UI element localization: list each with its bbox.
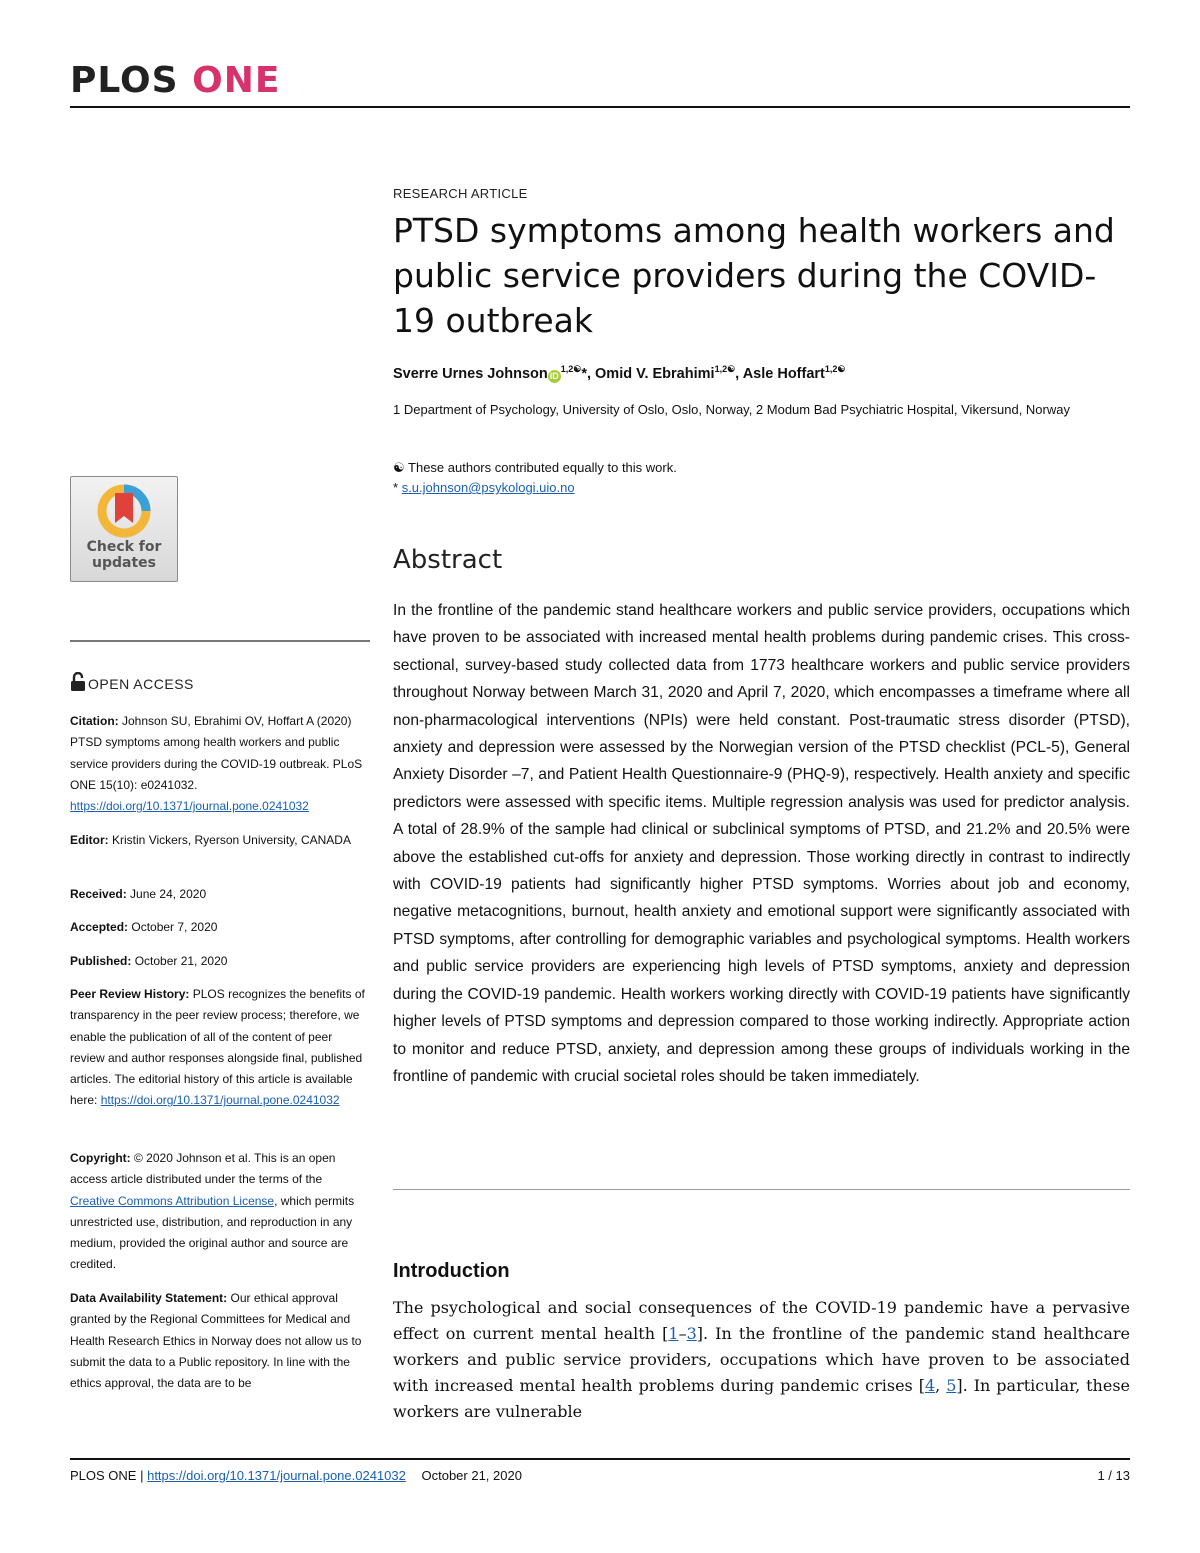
author-2-affil: 1,2☯ <box>714 364 736 374</box>
citation-block <box>70 711 370 817</box>
footer-journal: PLOS ONE | <box>70 1468 144 1483</box>
sidebar-rule <box>70 640 370 642</box>
data-availability-block <box>70 1288 370 1394</box>
copyright-label: Copyright: <box>70 1151 131 1165</box>
received-date: June 24, 2020 <box>130 887 207 901</box>
reference-link[interactable]: 1 <box>668 1324 679 1343</box>
intro-text-1: The psychological and social consequences of the COVID-19 pandemic have a pervasive effect on current mental health [ <box>393 1298 1130 1343</box>
footer-date: October 21, 2020 <box>421 1468 522 1483</box>
abstract-heading: Abstract <box>393 545 503 575</box>
copyright-text: © 2020 Johnson et al. This is an open access article distributed under the terms of the <box>70 1151 336 1187</box>
footer-doi-link[interactable]: https://doi.org/10.1371/journal.pone.0241032 <box>147 1468 406 1483</box>
open-access-text: OPEN ACCESS <box>88 676 194 692</box>
footer-rule <box>70 1458 1130 1460</box>
ref-dash: – <box>678 1324 687 1343</box>
header-rule <box>70 106 1130 108</box>
crossmark-icon <box>95 483 153 539</box>
author-2[interactable]: Omid V. Ebrahimi <box>595 365 715 382</box>
data-availability-label: Data Availability Statement: <box>70 1291 228 1305</box>
equal-contribution-note: ☯ These authors contributed equally to this work. <box>393 460 677 475</box>
accepted-label: Accepted: <box>70 920 129 934</box>
page-number: 1 / 13 <box>1097 1468 1130 1483</box>
citation-text: Johnson SU, Ebrahimi OV, Hoffart A (2020) PTSD symptoms among health workers and public service providers during the COVID-19 outbreak. PLoS ONE 15(10): e0241032. <box>70 714 363 792</box>
check-line-2: updates <box>92 555 156 571</box>
introduction-heading: Introduction <box>393 1260 510 1282</box>
data-availability-text: Our ethical approval granted by the Regional Committees for Medical and Health Research Ethics in Norway does not allow us to submit the data to a Public repository. In line with the ethics approval, the data are to be <box>70 1291 362 1391</box>
footer <box>70 1468 522 1483</box>
editor-text: Kristin Vickers, Ryerson University, CANADA <box>112 833 351 847</box>
accepted-block <box>70 917 370 938</box>
author-1-affil: 1,2☯ <box>560 364 582 374</box>
peer-review-block <box>70 984 370 1112</box>
citation-label: Citation: <box>70 714 119 728</box>
published-date: October 21, 2020 <box>134 954 228 968</box>
copyright-text-end: , which permits unrestricted use, distribution, and reproduction in any medium, provided the original author and source are credited. <box>70 1193 355 1272</box>
article-title: PTSD symptoms among health workers and public service providers during the COVID-19 outbreak <box>393 211 1115 340</box>
license-link[interactable]: Creative Commons Attribution License <box>70 1193 275 1208</box>
email-marker: * <box>393 480 399 495</box>
abstract-rule <box>393 1189 1130 1190</box>
author-3[interactable]: Asle Hoffart <box>742 365 825 382</box>
article-type: RESEARCH ARTICLE <box>393 186 528 201</box>
reference-link[interactable]: 5 <box>946 1376 957 1395</box>
author-1[interactable]: Sverre Urnes Johnson <box>393 365 548 382</box>
peer-review-link[interactable]: https://doi.org/10.1371/journal.pone.0241032 <box>100 1093 340 1108</box>
reference-link[interactable]: 3 <box>686 1324 697 1343</box>
received-label: Received: <box>70 887 127 901</box>
logo-one: ONE <box>192 60 281 101</box>
copyright-block <box>70 1148 370 1276</box>
published-block <box>70 951 370 972</box>
author-separator: , <box>735 365 740 382</box>
open-access-label <box>70 672 194 695</box>
accepted-date: October 7, 2020 <box>131 920 218 934</box>
editor-block <box>70 830 370 851</box>
intro-text-2: ]. In the frontline of the pandemic stand healthcare workers and public service providers, occupations which have proven to be associated with increased mental health problems during pandemic crises [ <box>393 1324 1131 1395</box>
peer-review-label: Peer Review History: <box>70 987 190 1001</box>
corresponding-email-link[interactable]: s.u.johnson@psykologi.uio.no <box>401 480 575 495</box>
intro-text-3: ]. In particular, these workers are vulnerable <box>393 1376 1131 1421</box>
citation-doi-link[interactable]: https://doi.org/10.1371/journal.pone.0241032 <box>70 799 309 814</box>
published-label: Published: <box>70 954 132 968</box>
peer-review-text: PLOS recognizes the benefits of transparency in the peer review process; therefore, we enable the publication of all of the content of peer review and author responses alongside final, published articles. The editorial history of this article is available here: <box>70 987 365 1108</box>
editor-label: Editor: <box>70 833 109 847</box>
author-3-affil: 1,2☯ <box>824 364 846 374</box>
abstract-text: In the frontline of the pandemic stand healthcare workers and public service providers, occupations which have proven to be associated with increased mental health problems during pandemic crises. This cross-sectional, survey-based study collected data from 1773 healthcare workers and public service providers throughout Norway between March 31, 2020 and April 7, 2020, which encompasses a timeframe where all non-pharmacological interventions (NPIs) were held constant. Post-traumatic stress disorder (PTSD), anxiety and depression were assessed by the Norwegian version of the PTSD checklist (PCL-5), General Anxiety Disorder –7, and Patient Health Questionnaire-9 (PHQ-9), respectively. Health anxiety and specific predictors were assessed with specific items. Multiple regression analysis was used for predictor analysis. A total of 28.9% of the sample had clinical or subclinical symptoms of PTSD, and 21.2% and 20.5% were above the established cut-offs for anxiety and depression. Those working directly in contrast to indirectly with COVID-19 patients had significantly higher PTSD symptoms. Worries about job and economy, negative metacognitions, burnout, health anxiety and emotional support were significantly associated with PTSD symptoms, after controlling for demographic variables and psychological symptoms. Health workers and public service providers are experiencing high levels of PTSD symptoms, anxiety and depression during the COVID-19 pandemic. Health workers working directly with COVID-19 patients have significantly higher levels of PTSD symptoms and depression compared to those working indirectly. Appropriate action to monitor and reduce PTSD, anxiety, and depression among these groups of individuals working in the frontline of pandemic with crucial societal roles should be taken immediately. <box>393 602 1130 1085</box>
received-block <box>70 884 370 905</box>
corresponding-email-line <box>393 480 575 495</box>
introduction-text <box>393 1295 1130 1425</box>
check-for-updates-label <box>71 539 177 571</box>
affiliations: 1 Department of Psychology, University of Oslo, Oslo, Norway, 2 Modum Bad Psychiatric Hospital, Vikersund, Norway <box>393 402 1070 417</box>
orcid-icon[interactable]: iD <box>549 370 559 381</box>
journal-logo <box>70 60 280 101</box>
reference-link[interactable]: 4 <box>924 1376 936 1395</box>
open-lock-icon <box>70 672 86 695</box>
check-for-updates-badge[interactable] <box>70 476 178 582</box>
corresponding-marker: *, <box>581 365 591 382</box>
logo-plos: PLOS <box>70 60 179 101</box>
ref-comma: , <box>935 1376 947 1395</box>
author-list <box>393 364 845 383</box>
check-line-1: Check for <box>86 539 162 555</box>
